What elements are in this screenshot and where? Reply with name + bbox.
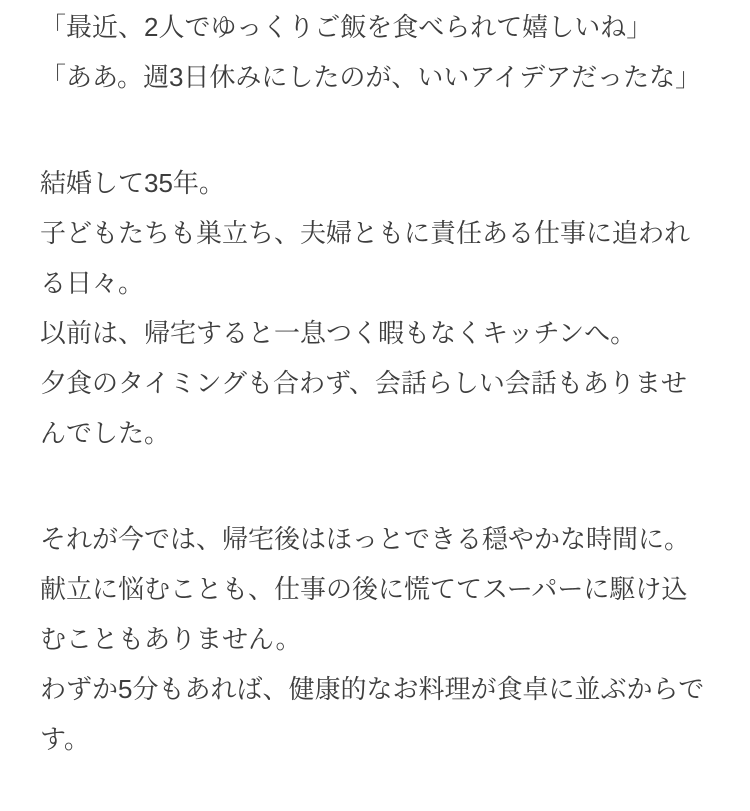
dialogue-line-2: 「ああ。週3日休みにしたのが、いいアイデアだったな」: [40, 62, 702, 92]
paragraph-after-story: [40, 514, 710, 764]
sentence-children-grown: 子どもたちも巣立ち、夫婦ともに責任ある仕事に追われる日々。: [40, 218, 691, 298]
sentence-no-menu-worries: 献立に悩むことも、仕事の後に慌ててスーパーに駆け込むこともありません。: [40, 574, 688, 654]
sentence-five-minutes-meal: わずか5分もあれば、健康的なお料理が食卓に並ぶからです。: [40, 674, 705, 754]
sentence-calm-time-now: それが今では、帰宅後はほっとできる穏やかな時間に。: [40, 524, 691, 554]
sentence-no-conversation: 夕食のタイミングも合わず、会話らしい会話もありませんでした。: [40, 368, 687, 448]
sentence-straight-to-kitchen: 以前は、帰宅すると一息つく暇もなくキッチンへ。: [40, 318, 637, 348]
dialogue-line-1: 「最近、2人でゆっくりご飯を食べられて嬉しいね」: [40, 12, 653, 42]
paragraph-dialogue: [40, 2, 710, 102]
sentence-married-years: 結婚して35年。: [40, 168, 225, 198]
paragraph-before-story: [40, 158, 710, 458]
